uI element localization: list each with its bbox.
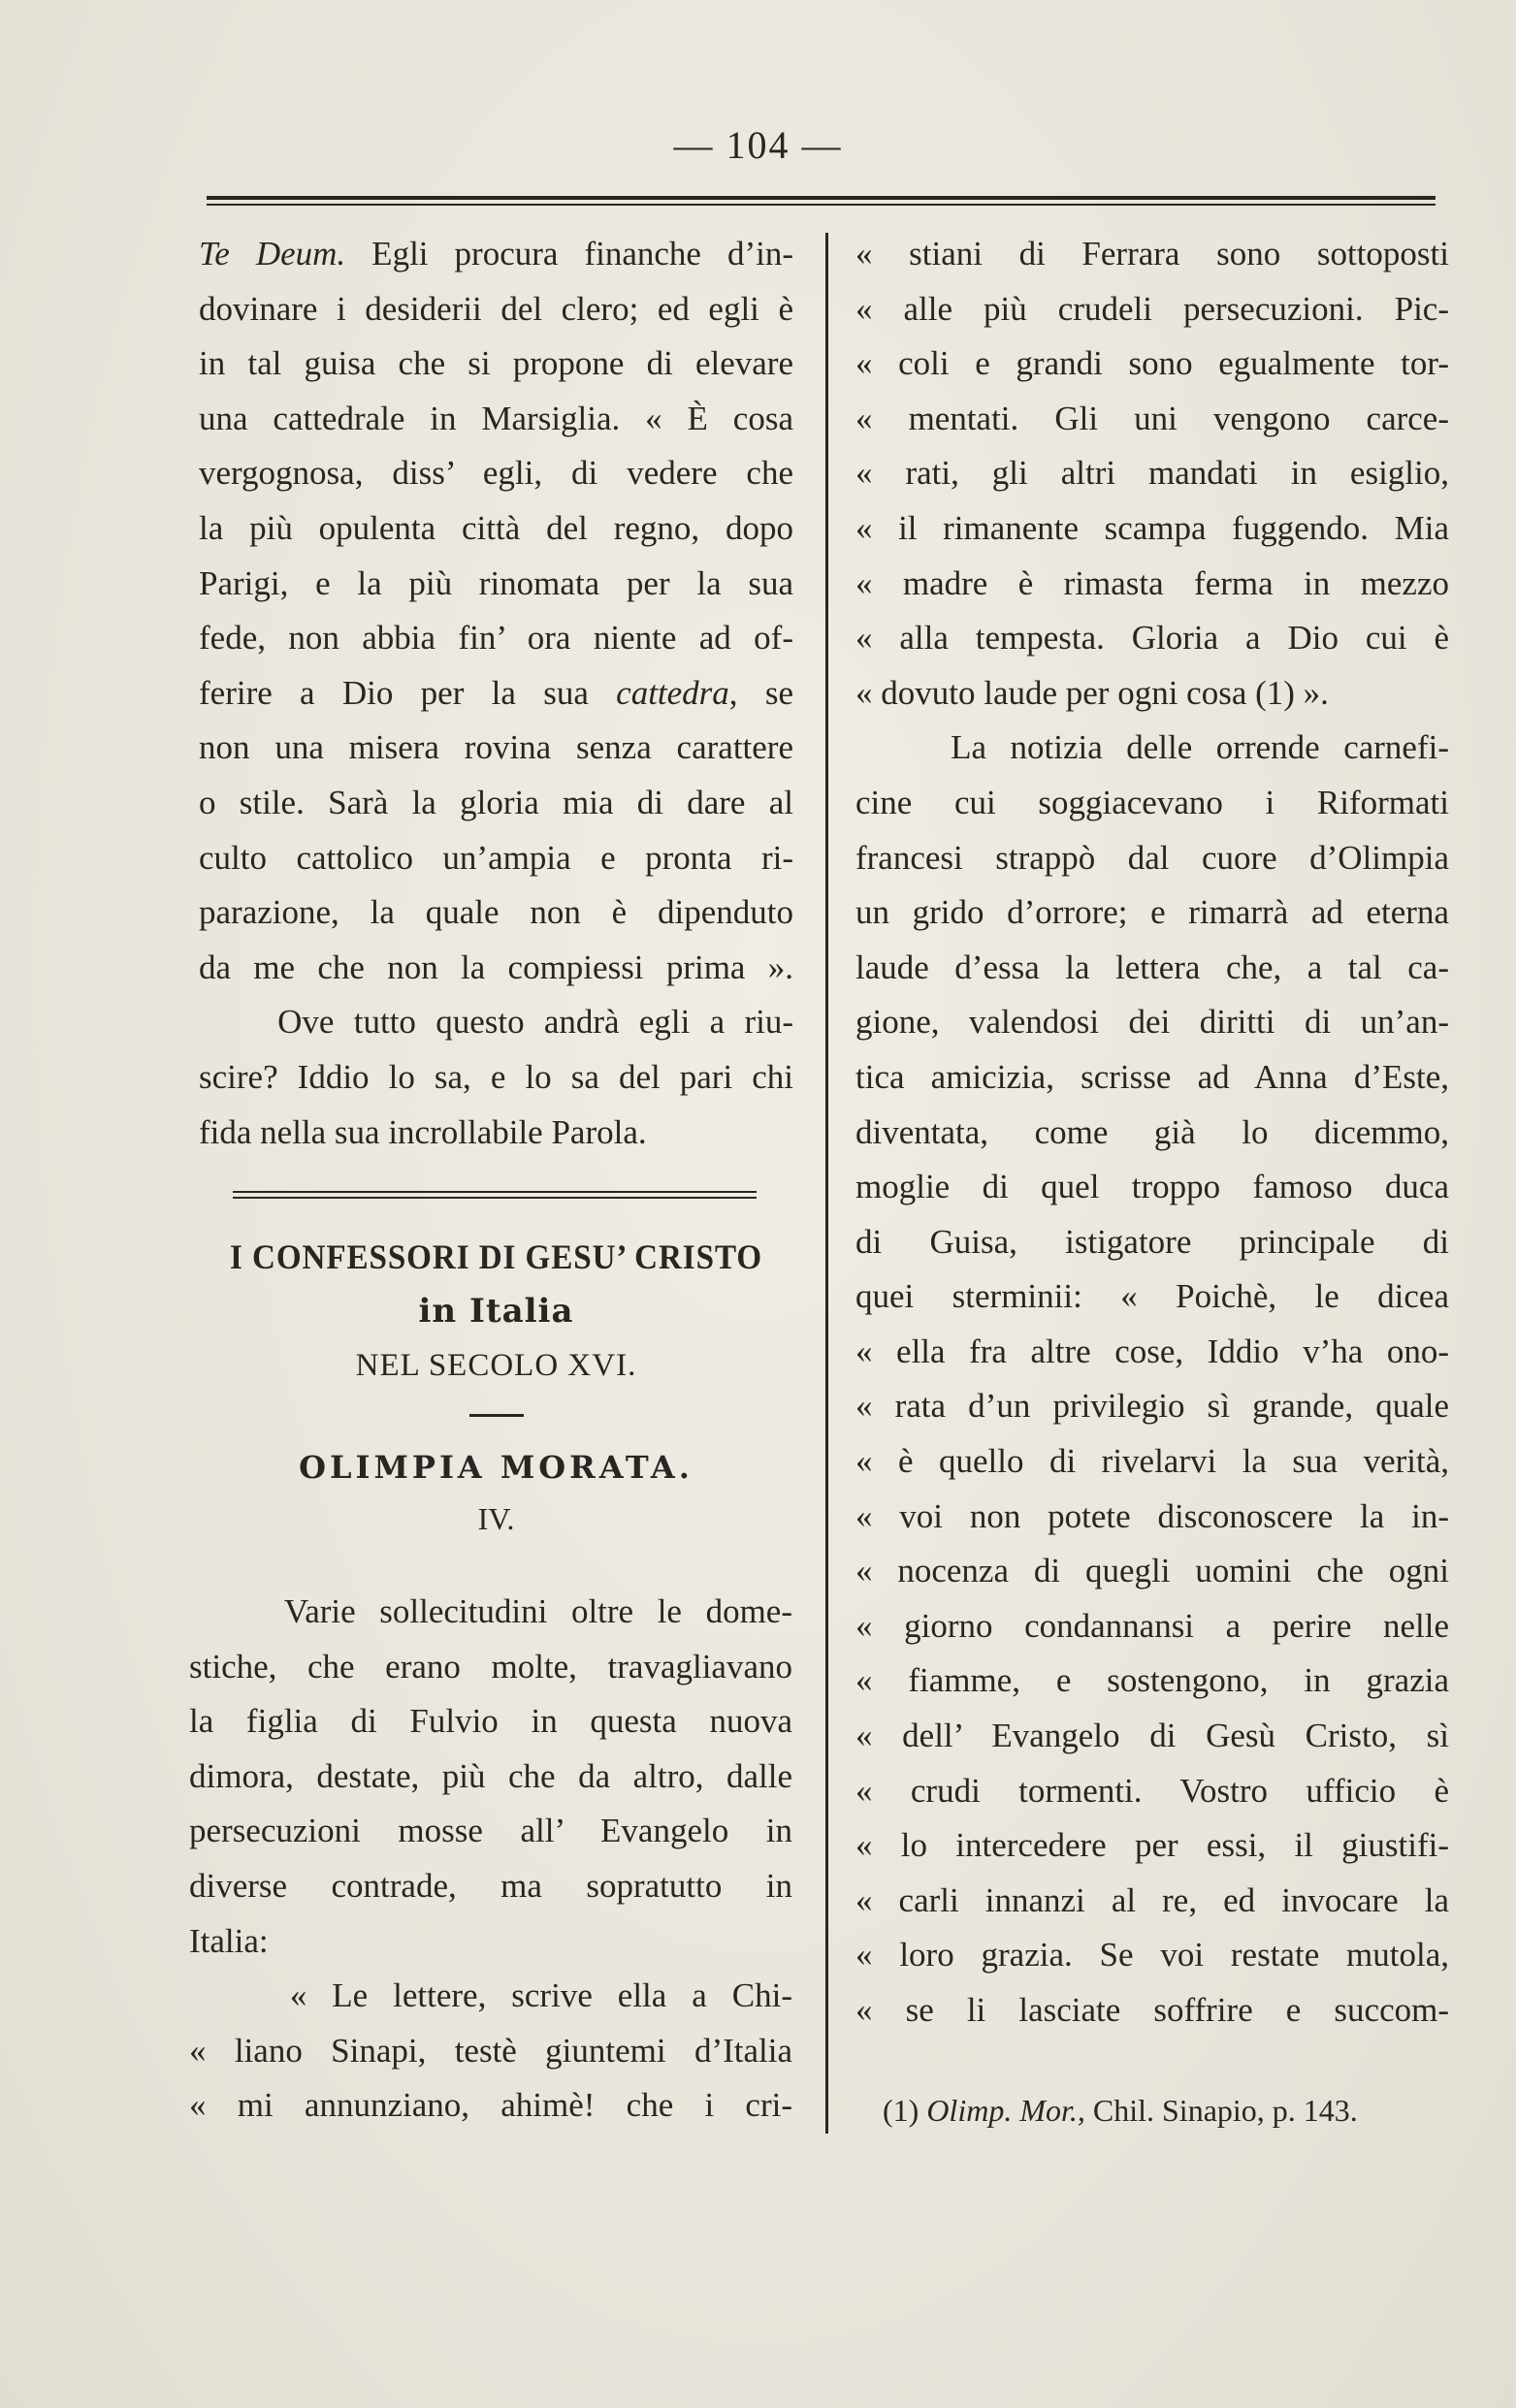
text-line: non una misera rovina senza carattere — [199, 728, 793, 767]
text-line: stiche, che erano molte, travagliavano — [189, 1647, 792, 1686]
text-line: di Guisa, istigatore principale di — [855, 1222, 1449, 1261]
text-line: « nocenza di quegli uomini che ogni — [855, 1552, 1449, 1590]
text-line: Ove tutto questo andrà egli a riu- — [199, 1003, 793, 1042]
text-line: dovinare i desiderii del clero; ed egli è — [199, 289, 793, 328]
text-line: moglie di quel troppo famoso duca — [855, 1168, 1449, 1206]
text-line: « loro grazia. Se voi restate mutola, — [855, 1936, 1449, 1975]
text-line: Parigi, e la più rinomata per la sua — [199, 563, 793, 602]
short-rule — [469, 1414, 524, 1417]
text-line: « madre è rimasta ferma in mezzo — [855, 563, 1449, 602]
text-line: in tal guisa che si propone di elevare — [199, 344, 793, 383]
text-line: « carli innanzi al re, ed invocare la — [855, 1880, 1449, 1919]
text-line: quei sterminii: « Poichè, le dicea — [855, 1277, 1449, 1316]
chapter-number: IV. — [477, 1501, 515, 1536]
left-column-top — [199, 227, 793, 1160]
italic-phrase: cattedra — [616, 673, 729, 712]
text-line: « è quello di rivelarvi la sua verità, — [855, 1442, 1449, 1481]
text-line: dimora, destate, più che da altro, dalle — [189, 1756, 792, 1795]
text-line: gione, valendosi dei diritti di un’an- — [855, 1003, 1449, 1042]
text-line: « dovuto laude per ogni cosa (1) ». — [855, 673, 1329, 712]
header-rule — [207, 196, 1435, 206]
text-line: culto cattolico un’ampia e pronta ri- — [199, 838, 793, 877]
text-line — [199, 227, 793, 282]
text-line: La notizia delle orrende carnefi- — [855, 728, 1449, 767]
text-line: Italia: — [189, 1921, 269, 1960]
section-name: OLIMPIA MORATA. — [299, 1449, 693, 1486]
text-line: « Le lettere, scrive ella a Chi- — [189, 1976, 792, 2015]
text-line: « mi annunziano, ahimè! che i cri- — [189, 2086, 792, 2125]
text-line: scire? Iddio lo sa, e lo sa del pari chi — [199, 1057, 793, 1096]
section-rule — [233, 1191, 757, 1199]
text-line: diverse contrade, ma sopratutto in — [189, 1866, 792, 1905]
text-line: « stiani di Ferrara sono sottoposti — [855, 235, 1449, 273]
article-heading — [199, 1230, 793, 1543]
text-line: o stile. Sarà la gloria mia di dare al — [199, 783, 793, 821]
text-span: , se — [728, 673, 793, 712]
text-line: una cattedrale in Marsiglia. « È cosa — [199, 399, 793, 437]
text-line: « se li lasciate soffrire e succom- — [855, 1991, 1449, 2029]
text-line: « rati, gli altri mandati in esiglio, — [855, 454, 1449, 493]
footnote-italic: Olimp. Mor., — [926, 2093, 1085, 2128]
text-line: francesi strappò dal cuore d’Olimpia — [855, 838, 1449, 877]
text-line: « mentati. Gli uni vengono carce- — [855, 399, 1449, 437]
text-line: « alla tempesta. Gloria a Dio cui è — [855, 619, 1449, 658]
text-line — [199, 666, 793, 722]
text-line: la più opulenta città del regno, dopo — [199, 508, 793, 547]
left-column-bottom — [189, 1585, 792, 2134]
article-subtitle-blackletter: in Italia — [418, 1292, 574, 1331]
text-line: « alle più crudeli persecuzioni. Pic- — [855, 289, 1449, 328]
text-span: ferire a Dio per la sua — [199, 673, 617, 712]
text-line: diventata, come già lo dicemmo, — [855, 1112, 1449, 1151]
right-column — [855, 227, 1449, 2039]
article-title: I CONFESSORI DI GESU’ CRISTO — [229, 1237, 763, 1276]
text-line: « lo intercedere per essi, il giustifi- — [855, 1826, 1449, 1865]
text-line: cine cui soggiacevano i Riformati — [855, 783, 1449, 821]
page-number: — 104 — — [673, 123, 843, 167]
text-line: « giorno condannansi a perire nelle — [855, 1606, 1449, 1645]
article-subtitle: NEL SECOLO XVI. — [355, 1348, 637, 1383]
text-line: « coli e grandi sono egualmente tor- — [855, 344, 1449, 383]
text-line: « rata d’un privilegio sì grande, quale — [855, 1387, 1449, 1426]
text-line: « il rimanente scampa fuggendo. Mia — [855, 508, 1449, 547]
column-divider — [825, 233, 828, 2134]
text-line: persecuzioni mosse all’ Evangelo in — [189, 1812, 792, 1850]
italic-phrase: Te Deum. — [199, 235, 346, 273]
text-line: un grido d’orrore; e rimarrà ad eterna — [855, 893, 1449, 932]
text-line: « liano Sinapi, testè giuntemi d’Italia — [189, 2031, 792, 2070]
text-line: fida nella sua incrollabile Parola. — [199, 1112, 647, 1151]
text-line: laude d’essa la lettera che, a tal ca- — [855, 947, 1449, 986]
text-line: fede, non abbia fin’ ora niente ad of- — [199, 619, 793, 658]
footnote-text: Chil. Sinapio, p. 143. — [1084, 2093, 1358, 2128]
text-line: « dell’ Evangelo di Gesù Cristo, sì — [855, 1717, 1449, 1755]
footnote-number: (1) — [883, 2093, 927, 2128]
text-line: « fiamme, e sostengono, in grazia — [855, 1661, 1449, 1700]
text-span: Egli procura finanche d’in- — [345, 235, 793, 273]
text-line: « voi non potete disconoscere la in- — [855, 1496, 1449, 1535]
text-line: da me che non la compiessi prima ». — [199, 947, 793, 986]
footnote — [883, 2093, 1358, 2129]
text-line: Varie sollecitudini oltre le dome- — [189, 1592, 792, 1630]
text-line: tica amicizia, scrisse ad Anna d’Este, — [855, 1057, 1449, 1096]
text-line: « ella fra altre cose, Iddio v’ha ono- — [855, 1332, 1449, 1370]
text-line: la figlia di Fulvio in questa nuova — [189, 1702, 792, 1741]
text-line: vergognosa, diss’ egli, di vedere che — [199, 454, 793, 493]
text-line: « crudi tormenti. Vostro ufficio è — [855, 1771, 1449, 1810]
text-line: parazione, la quale non è dipenduto — [199, 893, 793, 932]
